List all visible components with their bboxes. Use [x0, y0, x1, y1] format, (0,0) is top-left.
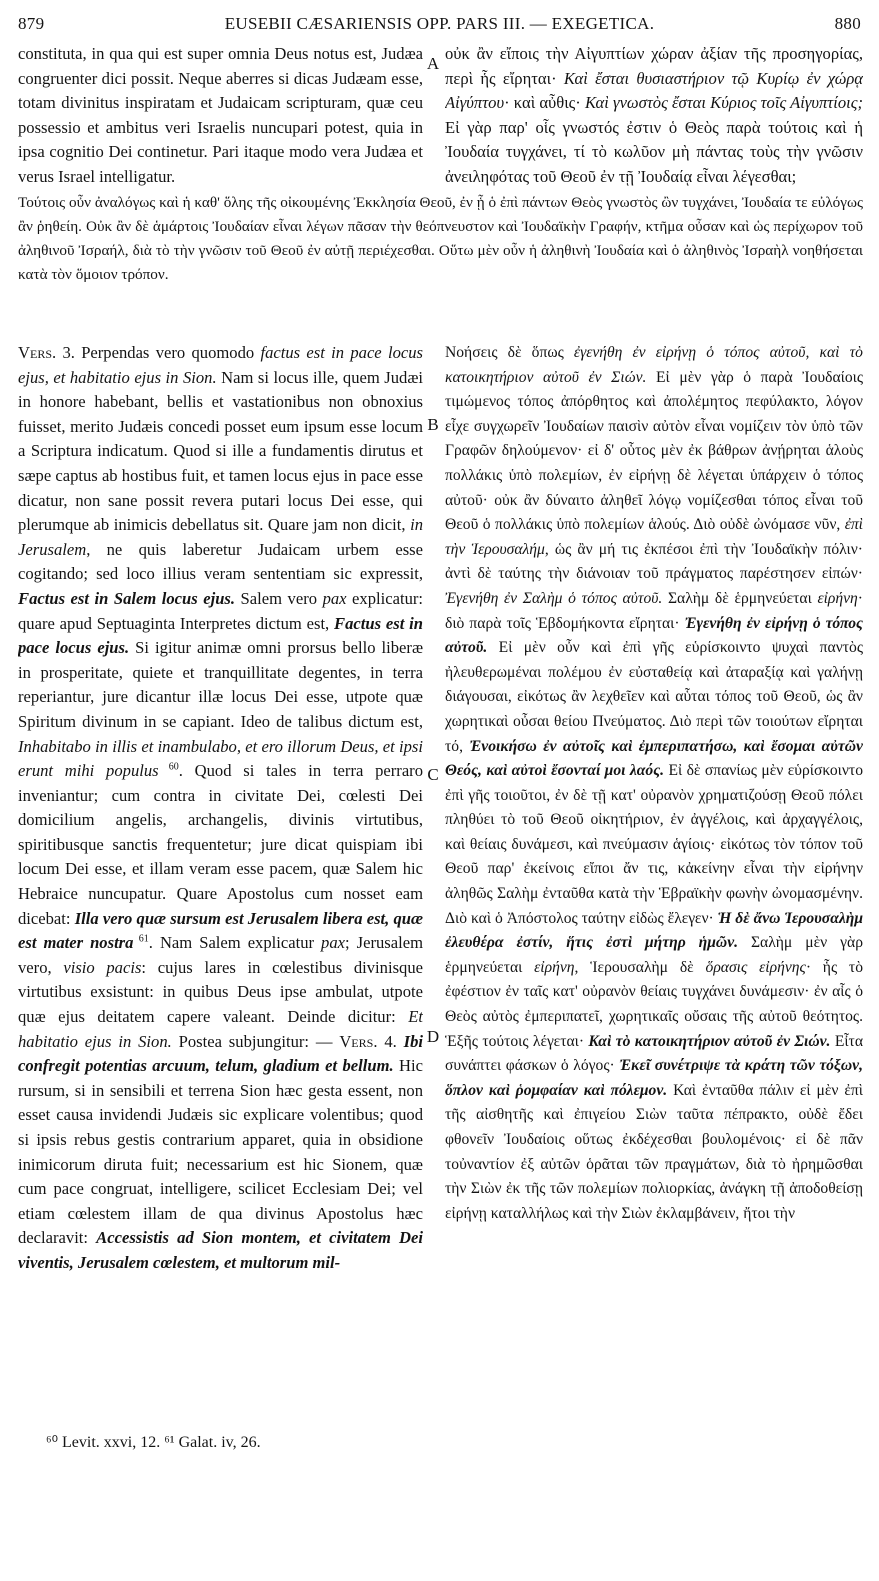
page-number-left: 879: [18, 14, 45, 33]
greek-main-run: ἐπὶ τὴν Ἱερουσαλήμ: [445, 516, 863, 558]
latin-main-run: pax: [321, 933, 346, 953]
latin-main-run: Hic rursum, si in sensibili et terrena Sion hæc gesta essent, non esset causa invidendi Judæis sic explicare volentibus; quod si ipsis rebus gestis contrarium apparet, quia in obsidione inimicorum diruta fuit; necessarium est hic Sionem, quæ cum pace congruat, intelligere, scilicet Ecclesiam Dei; vel etiam cœlestem illam de qua divinus Apostolus hæc declaravit:: [18, 1056, 423, 1248]
latin-main-run: Factus est in pace locus ejus.: [18, 613, 423, 658]
latin-main-run: Ibi confregit potentias arcuum, telum, gladium et bellum.: [18, 1031, 423, 1076]
greek-main-run: Εἰ δὲ σπανίως μὲν εὑρίσκοιντο ἐπὶ γῆς τοιοῦτοι, ἐν δὲ τῇ κατ' οὐρανὸν χρηματιζούσῃ Θεοῦ πόλει πληθύει τὸ τοῦ Θεοῦ οἰκητήριον, ἐν ἀγγέλοις, καὶ ἀρχαγγέλοις, καὶ θείαις δυνάμεσι, καὶ πνεύμασιν ἁγίοις· εἰκότως τὸν τόπον τοῦ Θεοῦ παρ' ἐκείνοις εἴποι ἄν τις, κἀκείνην εἶναι τὴν εἰρήνην ἀληθῶς Σαλὴμ ἐνταῦθα κατὰ τὴν Ἑβραϊκὴν φωνὴν ὠνομασμένην. Διὸ καὶ ὁ Ἀπόστολος ταύτην εἰδὼς ἔλεγεν·: [445, 762, 863, 927]
running-title: EUSEBII CÆSARIENSIS OPP. PARS III. — EXEGETICA.: [224, 14, 655, 33]
top-greek-run: Εἰ γὰρ παρ' οἷς γνωστός ἐστιν ὁ Θεὸς παρὰ τούτοις καὶ ἡ Ἰουδαία τυγχάνει, τί τὸ κωλῦον μὴ πάντας τοὺς τὴν γνῶσιν ἀνειληφότας τοῦ Θεοῦ ἐν τῇ Ἰουδαίᾳ εἶναι λέγεσθαι;: [445, 117, 863, 186]
greek-main-paragraph: [445, 341, 863, 1226]
greek-main-run: Σαλὴμ μὲν γὰρ ἑρμηνεύεται: [445, 934, 863, 976]
latin-main-run: Nam si locus ille, quem Judæi in honore habebant, bellis et vastationibus non obnoxius fuisset, merito Judæis concedi posset eum ipsum esse locum a Scriptura indicatum. Quod si ille a fundamentis dirutus et sæpe captus ab hostibus fuit, et tamen locus ejus in pace esse dicatur, non sane possit revera putari locus Dei esse, qui plerumque ab inimicis debellatus sit. Quare jam non dicit,: [18, 367, 423, 535]
latin-main-run: Factus est in Salem locus ejus.: [18, 588, 236, 608]
greek-main-run: Εἰ μὲν οὖν καὶ ἐπὶ γῆς εὑρίσκοιντο ψυχαὶ παντὸς ἠλευθερωμέναι πολέμου ἐν εὐσταθείᾳ καὶ ἀταραξίᾳ καὶ γαλήνῃ διάγουσαι, εἰκότως ἂν λεχθεῖεν καὶ αὗται τόπος τοῦ Θεοῦ, ὡς ἂν χωρητικαὶ οὖσαι θείου Πνεύματος. Διὸ περὶ τῶν τοιούτων εἴρηται τό,: [445, 639, 863, 755]
latin-main-run: Postea subjungitur: —: [171, 1031, 340, 1051]
greek-main-run: , ὡς ἂν μή τις ἐκπέσοι ἐπὶ τὴν Ἰουδαϊκὴν πόλιν· ἀντὶ δὲ ταύτης τὴν διάνοιαν τοῦ πράγματος παρέστησεν εἰπών·: [445, 540, 863, 583]
greek-column-main: [445, 341, 863, 1399]
greek-main-run: ὅρασις εἰρήνης: [705, 958, 806, 976]
latin-main-run: , ne quis laberetur Judaicam urbem esse cogitando; sed loco illius veram sententiam sic expressit,: [18, 539, 423, 584]
latin-main-run: Salem vero: [235, 588, 323, 608]
greek-main-run: Ἐνοικήσω ἐν αὐτοῖς καὶ ἐμπεριπατήσω, καὶ ἔσομαι αὐτῶν Θεός, καὶ αὐτοὶ ἔσονταί μοι λαός.: [445, 737, 863, 780]
latin-top-paragraph: [18, 42, 423, 189]
latin-main-run: 61: [133, 933, 149, 945]
greek-main-run: Καὶ τὸ κατοικητήριον αὐτοῦ ἐν Σιών.: [588, 1032, 831, 1050]
latin-main-run: explicatur: quare apud Septuaginta Interpretes dictum est,: [18, 588, 423, 633]
latin-main-run: pax: [322, 588, 347, 608]
top-latin-run: constituta, in qua qui est super omnia Deus notus est, Judæa congruenter dici possit. Neque aberres si dicas Judæam esse, totam divinitus inspiratam et Judaicam scripturam, quæ ceu possessio et ambitus veri Israelis nuncupari potest, quia in ipsa cognitio Dei continetur. Pari itaque modo vera Judæa et verus Israel intelligatur.: [18, 44, 423, 186]
greek-column-top: [445, 42, 863, 194]
latin-main-paragraph: [18, 341, 423, 1276]
latin-main-run: [397, 1032, 404, 1051]
greek-main-run: Εἰ μὲν γὰρ ὁ παρὰ Ἰουδαίοις τιμώμενος τόπος ἀπόρθητος καὶ ἀπολέμητος πεφύλακτο, λόγον εἶχε συγχωρεῖν Ἰουδαίων παισὶν αὐτὸν εἶναι νομίζειν τὸν ὑπὸ τῶν Γραφῶν δηλούμενον· εἰ δ' οὗτος μὲν ἐκ βάθρων ἀνῄρηται ἁλοὺς πολλάκις ὑπὸ πολεμίων, ἐν εἰρήνῃ δὲ λέγεται ὑπάρχειν ὁ τόπος αὐτοῦ· οὐκ ἂν δύναιτο ἀληθεῖ λόγῳ νομίζεσθαι τόπος εἶναι τοῦ Θεοῦ ὁ πολλάκις ὑπὸ πολεμίων ἁλούς. Διὸ οὐδὲ ὠνόμασε νῦν,: [445, 368, 863, 534]
top-greek-run: Καὶ ἔσται θυσιαστήριον τῷ Κυρίῳ ἐν χώρᾳ Αἰγύπτου: [445, 68, 863, 112]
greek-main-run: · ἧς τὸ ἐφέστιον ἐν ταῖς κατ' οὐρανὸν θείαις τυγχάνει δυνάμεσιν· ἐν αἷς ὁ Θεὸς αὐτὸς ἐμπεριπατεῖ, χωρητικαῖς οὔσαις τῆς αὐτοῦ θεότητος. Ἑξῆς τούτοις λέγεται·: [445, 958, 863, 1050]
greek-main-run: ἐγενήθη ἐν εἰρήνῃ ὁ τόπος αὐτοῦ, καὶ τὸ κατοικητήριον αὐτοῦ ἐν Σιών.: [445, 344, 863, 386]
latin-main-run: Illa vero quæ sursum est Jerusalem libera est, quæ est mater nostra: [18, 908, 423, 953]
greek-main-run: Εἶτα συνάπτει φάσκων ὁ λόγος·: [445, 1032, 863, 1075]
latin-main-run: Accessistis ad Sion montem, et civitatem Dei viventis, Jerusalem cœlestem, et multorum mil-: [18, 1228, 423, 1272]
greek-main-run: Νοήσεις δὲ ὅπως: [445, 344, 574, 361]
footnotes: ⁶⁰ Levit. xxvi, 12. ⁶¹ Galat. iv, 26.: [46, 1434, 261, 1451]
greek-main-run: Ἐγενήθη ἐν Σαλὴμ ὁ τόπος αὐτοῦ.: [445, 589, 663, 607]
latin-column-top: [18, 42, 423, 194]
greek-main-run: εἰρήνη: [534, 958, 575, 976]
latin-main-run: : cujus lares in cœlestibus divinisque virtutibus exsistunt: in quibus Deus ipse ambulat, utpote quæ ejus deitatem capere valeant. Deinde dicitur:: [18, 957, 423, 1027]
latin-main-run: factus est in pace locus ejus, et habitatio ejus in Sion.: [18, 343, 423, 387]
greek-top-paragraph: [445, 42, 863, 189]
latin-main-run: ; Jerusalem vero,: [18, 933, 423, 977]
latin-main-run: 60: [158, 761, 179, 773]
full-width-greek-text: Τούτοις οὖν ἀναλόγως καὶ ἡ καθ' ὅλης τῆς οἰκουμένης Ἐκκλησία Θεοῦ, ἐν ᾗ ὁ ἐπὶ πάντων Θεὸς γνωστὸς ὢν τυγχάνει, Ἰουδαία τε εὐλόγως ἂν ῥηθείη. Οὐκ ἂν δὲ ἁμάρτοις Ἰουδαίαν εἶναι λέγων πᾶσαν τὴν θεόπνευστον καὶ Ἰουδαϊκὴν Γραφήν, κτῆμα οὖσαν καὶ ὡς περίχωρον τοῦ ἀληθινοῦ Ἰσραήλ, διὰ τὸ τὴν γνῶσιν τοῦ Θεοῦ ἐν αὐτῇ περιέχεσθαι. Οὕτω μὲν οὖν ἡ ἀληθινὴ Ἰουδαία καὶ ὁ ἀληθινὸς Ἰσραὴλ νοηθήσεται κατὰ τὸν ὅμοιον τρόπον.: [18, 194, 863, 283]
latin-column-main: [18, 341, 423, 1399]
page-header: [18, 14, 861, 38]
margin-marker-d: D: [426, 1027, 440, 1046]
latin-main-run: . Nam Salem explicatur: [148, 933, 322, 953]
full-width-greek-paragraph: [18, 191, 863, 337]
margin-marker-c: C: [427, 765, 439, 784]
page-number-right: 880: [834, 14, 861, 33]
greek-main-run: Ἐγενήθη ἐν εἰρήνῃ ὁ τόπος αὐτοῦ.: [445, 614, 863, 657]
greek-main-run: · διὸ παρὰ τοῖς Ἑβδομήκοντα εἴρηται·: [445, 589, 863, 632]
greek-main-run: Καὶ ἐνταῦθα πάλιν εἰ μὲν ἐπὶ τῆς αἰσθητῆς καὶ ἐπιγείου Σιὼν ταῦτα πέπρακτο, οὐδὲ ἔδει φθονεῖν Ἰουδαίοις οὕτως ἐκδέχεσθαι βουλομένοις· εἰ δὲ πᾶν τοὐναντίον ἐξ αὐτῶν ὁρᾶται τῶν πραγμάτων, διὰ τὸ ἠρημῶσθαι τὴν Σιὼν ἐκ τῆς τῶν πολεμίων πολιορκίας, ἀνάγκη τῇ ἀποδοθείσῃ εἰρήνῃ καταλλήλως καὶ τὴν Σιὼν ἐκλαμβάνειν, ἤτοι τὴν: [445, 1081, 863, 1222]
greek-main-run: Ἐκεῖ συνέτριψε τὰ κράτη τῶν τόξων, ὅπλον καὶ ῥομφαίαν καὶ πόλεμον.: [445, 1057, 863, 1099]
greek-main-run: , Ἱερουσαλὴμ δὲ: [574, 958, 706, 976]
greek-main-run: Σαλὴμ δὲ ἑρμηνεύεται: [662, 589, 818, 607]
latin-main-run: Et habitatio ejus in Sion.: [18, 1007, 423, 1051]
latin-main-run: Perpendas vero quomodo: [74, 343, 261, 362]
top-greek-run: οὐκ ἂν εἴποις τὴν Αἰγυπτίων χώραν ἀξίαν τῆς προσηγορίας, περὶ ἧς εἴρηται·: [445, 44, 863, 88]
greek-main-run: εἰρήνη: [817, 589, 858, 607]
top-greek-run: Καὶ γνωστὸς ἔσται Κύριος τοῖς Αἰγυπτίοις;: [584, 93, 863, 112]
latin-main-run: Vers. 3.: [18, 343, 75, 362]
top-greek-run: · καὶ αὖθις·: [504, 93, 585, 112]
margin-marker-a: A: [426, 54, 440, 73]
greek-main-run: Ἡ δὲ ἄνω Ἱερουσαλὴμ ἐλευθέρα ἐστίν, ἥτις ἐστὶ μήτηρ ἡμῶν.: [445, 909, 863, 952]
latin-main-run: Si igitur animæ omni prorsus bello liberæ in prosperitate, quiete et tranquillitate degentes, in terra reperiantur, jure dicantur illæ locus Dei esse, utpote quæ Spiritum divinum in se capiant. Ideo de talibus dictum est,: [18, 638, 423, 731]
latin-main-run: . Quod si tales in terra perraro inveniantur; cum contra in civitate Dei, cœlesti Dei domicilium angelis, archangelis, divinis virtutibus, spiritibusque sanctis frequentetur; jure dicat quispiam ibi locum Dei esse, et illam veram esse pacem, quæ Salem hic Hebraice nuncupatur. Quare Apostolus cum nosset eam dicebat:: [18, 761, 423, 928]
latin-main-run: Inhabitabo in illis et inambulabo, et ero illorum Deus, et ipsi erunt mihi populus: [18, 736, 423, 781]
margin-marker-b: B: [427, 415, 439, 434]
latin-main-run: visio pacis: [63, 957, 142, 977]
latin-main-run: Vers. 4.: [339, 1031, 397, 1051]
latin-main-run: in Jerusalem: [18, 515, 423, 559]
